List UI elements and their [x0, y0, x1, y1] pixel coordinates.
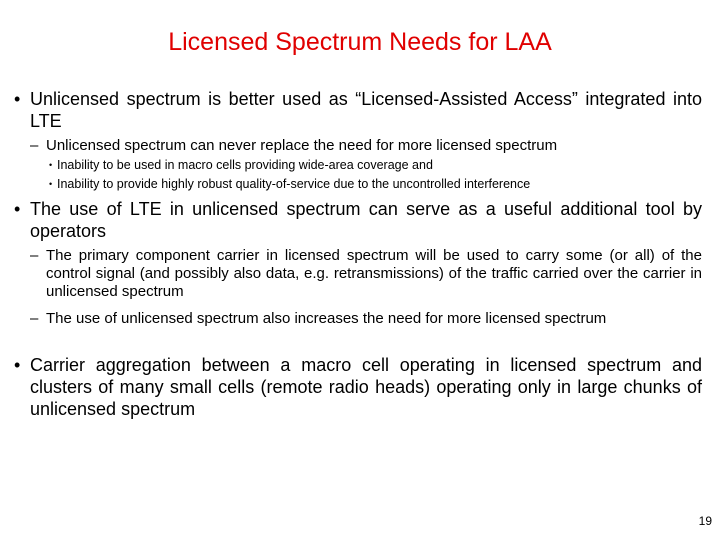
- sub-bullet-text: The use of unlicensed spectrum also increases the need for more licensed spectrum: [46, 310, 607, 327]
- bullet-dot-icon: •: [14, 89, 21, 109]
- sub-sub-bullet-item: [49, 156, 702, 175]
- dash-icon: –: [30, 137, 39, 154]
- sub-bullet-text: The primary component carrier in licensed spectrum will be used to carry some (or all) of the control signal (and possibly also data, e.g. retransmissions) of the traffic carried over the carrier in unlicensed spectrum: [46, 247, 702, 300]
- bullet-dot-icon: •: [14, 199, 21, 219]
- bullet-text: The use of LTE in unlicensed spectrum can serve as a useful additional tool by operators: [30, 199, 702, 241]
- page-number: 19: [698, 514, 712, 528]
- sub-sub-bullet-item: [49, 175, 702, 194]
- dash-icon: –: [30, 247, 39, 264]
- sub-sub-bullet-text: Inability to be used in macro cells providing wide-area coverage and: [57, 158, 433, 172]
- bullet-dot-icon: •: [14, 355, 21, 375]
- sub-sub-bullet-text: Inability to provide highly robust quality-of-service due to the uncontrolled interference: [57, 177, 531, 191]
- bullet-dot-icon: •: [49, 179, 53, 189]
- sub-bullet-text: Unlicensed spectrum can never replace the need for more licensed spectrum: [46, 137, 558, 154]
- bullet-item: [14, 198, 702, 242]
- slide-title: Licensed Spectrum Needs for LAA: [168, 28, 552, 56]
- bullet-text: Unlicensed spectrum is better used as “Licensed-Assisted Access” integrated into LTE: [30, 89, 702, 131]
- dash-icon: –: [30, 310, 39, 327]
- sub-bullet-item: [30, 247, 702, 301]
- bullet-item: [14, 88, 702, 132]
- bullet-text: Carrier aggregation between a macro cell operating in licensed spectrum and clusters of many small cells (remote radio heads) operating only in large chunks of unlicensed spectrum: [30, 355, 702, 419]
- sub-bullet-item: [30, 310, 702, 328]
- bullet-dot-icon: •: [49, 160, 53, 170]
- bullet-item: [14, 354, 702, 420]
- sub-bullet-item: [30, 137, 702, 155]
